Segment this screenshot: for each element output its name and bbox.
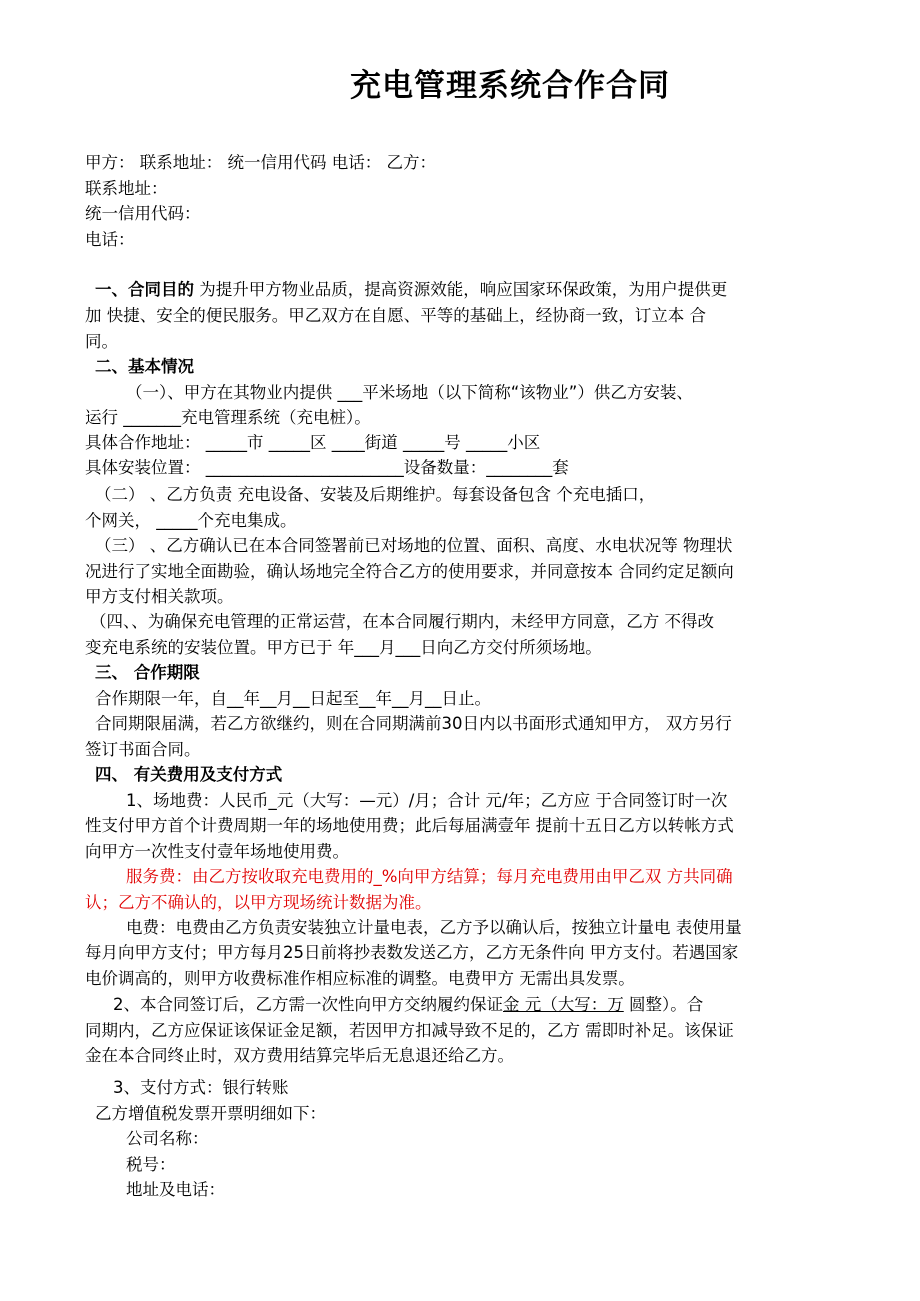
invoice-address-phone: 地址及电话：	[126, 1180, 225, 1199]
section-2-line: （二） 、乙方负责 充电设备、安装及后期维护。每套设备包含 个充电插口，	[95, 485, 656, 504]
site-fee-line: 1、场地费：人民币_元（大写：—元）/月；合计 元/年；乙方应 于合同签订时一次	[126, 791, 728, 810]
section-1-line-3: 同。	[85, 332, 118, 351]
electricity-fee-line: 电价调高的，则甲方收费标准作相应标准的调整。电费甲方 无需出具发票。	[85, 969, 635, 988]
deposit-line: 金在本合同终止时，双方费用结算完毕后无息退还给乙方。	[85, 1046, 514, 1065]
section-1-text: 为提升甲方物业品质，提高资源效能，响应国家环保政策，为用户提供更	[194, 280, 728, 299]
section-3-heading: 三、 合作期限	[95, 663, 200, 682]
site-fee-line: 性支付甲方首个计费周期一年的场地使用费；此后每届满壹年 提前十五日乙方以转帐方式	[85, 816, 734, 835]
deposit-line: 同期内，乙方应保证该保证金足额，若因甲方扣减导致不足的，乙方 需即时补足。该保证	[85, 1021, 734, 1040]
section-2-line: （一）、甲方在其物业内提供 ___平米场地（以下简称“该物业”）供乙方安装、	[126, 383, 693, 402]
service-fee-line: 服务费：由乙方按收取充电费用的_%向甲方结算；每月充电费用由甲乙双 方共同确	[126, 867, 733, 886]
electricity-fee-line: 每月向甲方支付；甲方每月25日前将抄表数发送乙方，乙方无条件向 甲方支付。若遇国家	[85, 943, 739, 962]
section-3-line: 合作期限一年，自__年__月__日起至__年__月__日止。	[95, 689, 491, 708]
contract-title: 充电管理系统合作合同	[350, 68, 670, 104]
section-1-line-1	[95, 279, 727, 301]
invoice-company-name: 公司名称：	[126, 1129, 209, 1148]
deposit-line-1	[113, 994, 703, 1016]
deposit-prefix: 2、本合同签订后，乙方需一次性向甲方交纳履约保证	[113, 995, 503, 1014]
deposit-amount-blank: 金 元（大写：万	[503, 995, 624, 1014]
section-1-heading: 一、合同目的	[95, 280, 194, 299]
party-phone-line: 电话：	[85, 230, 135, 249]
section-2-line: 运行 _______充电管理系统（充电桩）。	[85, 408, 371, 427]
invoice-tax-number: 税号：	[126, 1155, 176, 1174]
section-3-line: 合同期限届满，若乙方欲继约，则在合同期满前30日内以书面形式通知甲方， 双方另行	[95, 714, 732, 733]
site-fee-line: 向甲方一次性支付壹年场地使用费。	[85, 842, 349, 861]
party-header-line: 甲方： 联系地址： 统一信用代码 电话： 乙方：	[85, 153, 436, 172]
section-4-heading: 四、 有关费用及支付方式	[95, 765, 283, 784]
section-2-line: 甲方支付相关款项。	[85, 587, 234, 606]
section-2-line: （四、、为确保充电管理的正常运营，在本合同履行期内，未经甲方同意，乙方 不得改	[90, 612, 714, 631]
party-address-line: 联系地址：	[85, 179, 168, 198]
section-2-line: 变充电系统的安装位置。甲方已于 年___月___日向乙方交付所须场地。	[85, 638, 602, 657]
section-2-heading: 二、基本情况	[95, 357, 194, 376]
section-3-line: 签订书面合同。	[85, 740, 201, 759]
payment-method-line: 3、支付方式：银行转账	[113, 1078, 289, 1097]
party-credit-code-line: 统一信用代码：	[85, 204, 201, 223]
section-2-line: 具体安装位置： ________________________设备数量：________套	[85, 458, 569, 477]
section-2-line: 个网关， _____个充电集成。	[85, 511, 297, 530]
section-2-line: （三） 、乙方确认已在本合同签署前已对场地的位置、面积、高度、水电状况等 物理状	[95, 536, 733, 555]
invoice-intro: 乙方增值税发票开票明细如下：	[95, 1104, 326, 1123]
section-2-line: 具体合作地址： _____市 _____区 ____街道 _____号 _____小区	[85, 433, 541, 452]
deposit-suffix: 圆整）。合	[623, 995, 704, 1014]
section-1-line-2: 加 快捷、安全的便民服务。甲乙双方在自愿、平等的基础上，经协商一致，订立本 合	[85, 306, 706, 325]
electricity-fee-line: 电费：电费由乙方负责安装独立计量电表，乙方予以确认后，按独立计量电 表使用量	[126, 918, 742, 937]
section-2-line: 况进行了实地全面勘验，确认场地完全符合乙方的使用要求，并同意按本 合同约定足额向	[85, 562, 734, 581]
service-fee-line: 认；乙方不确认的，以甲方现场统计数据为准。	[85, 893, 432, 912]
